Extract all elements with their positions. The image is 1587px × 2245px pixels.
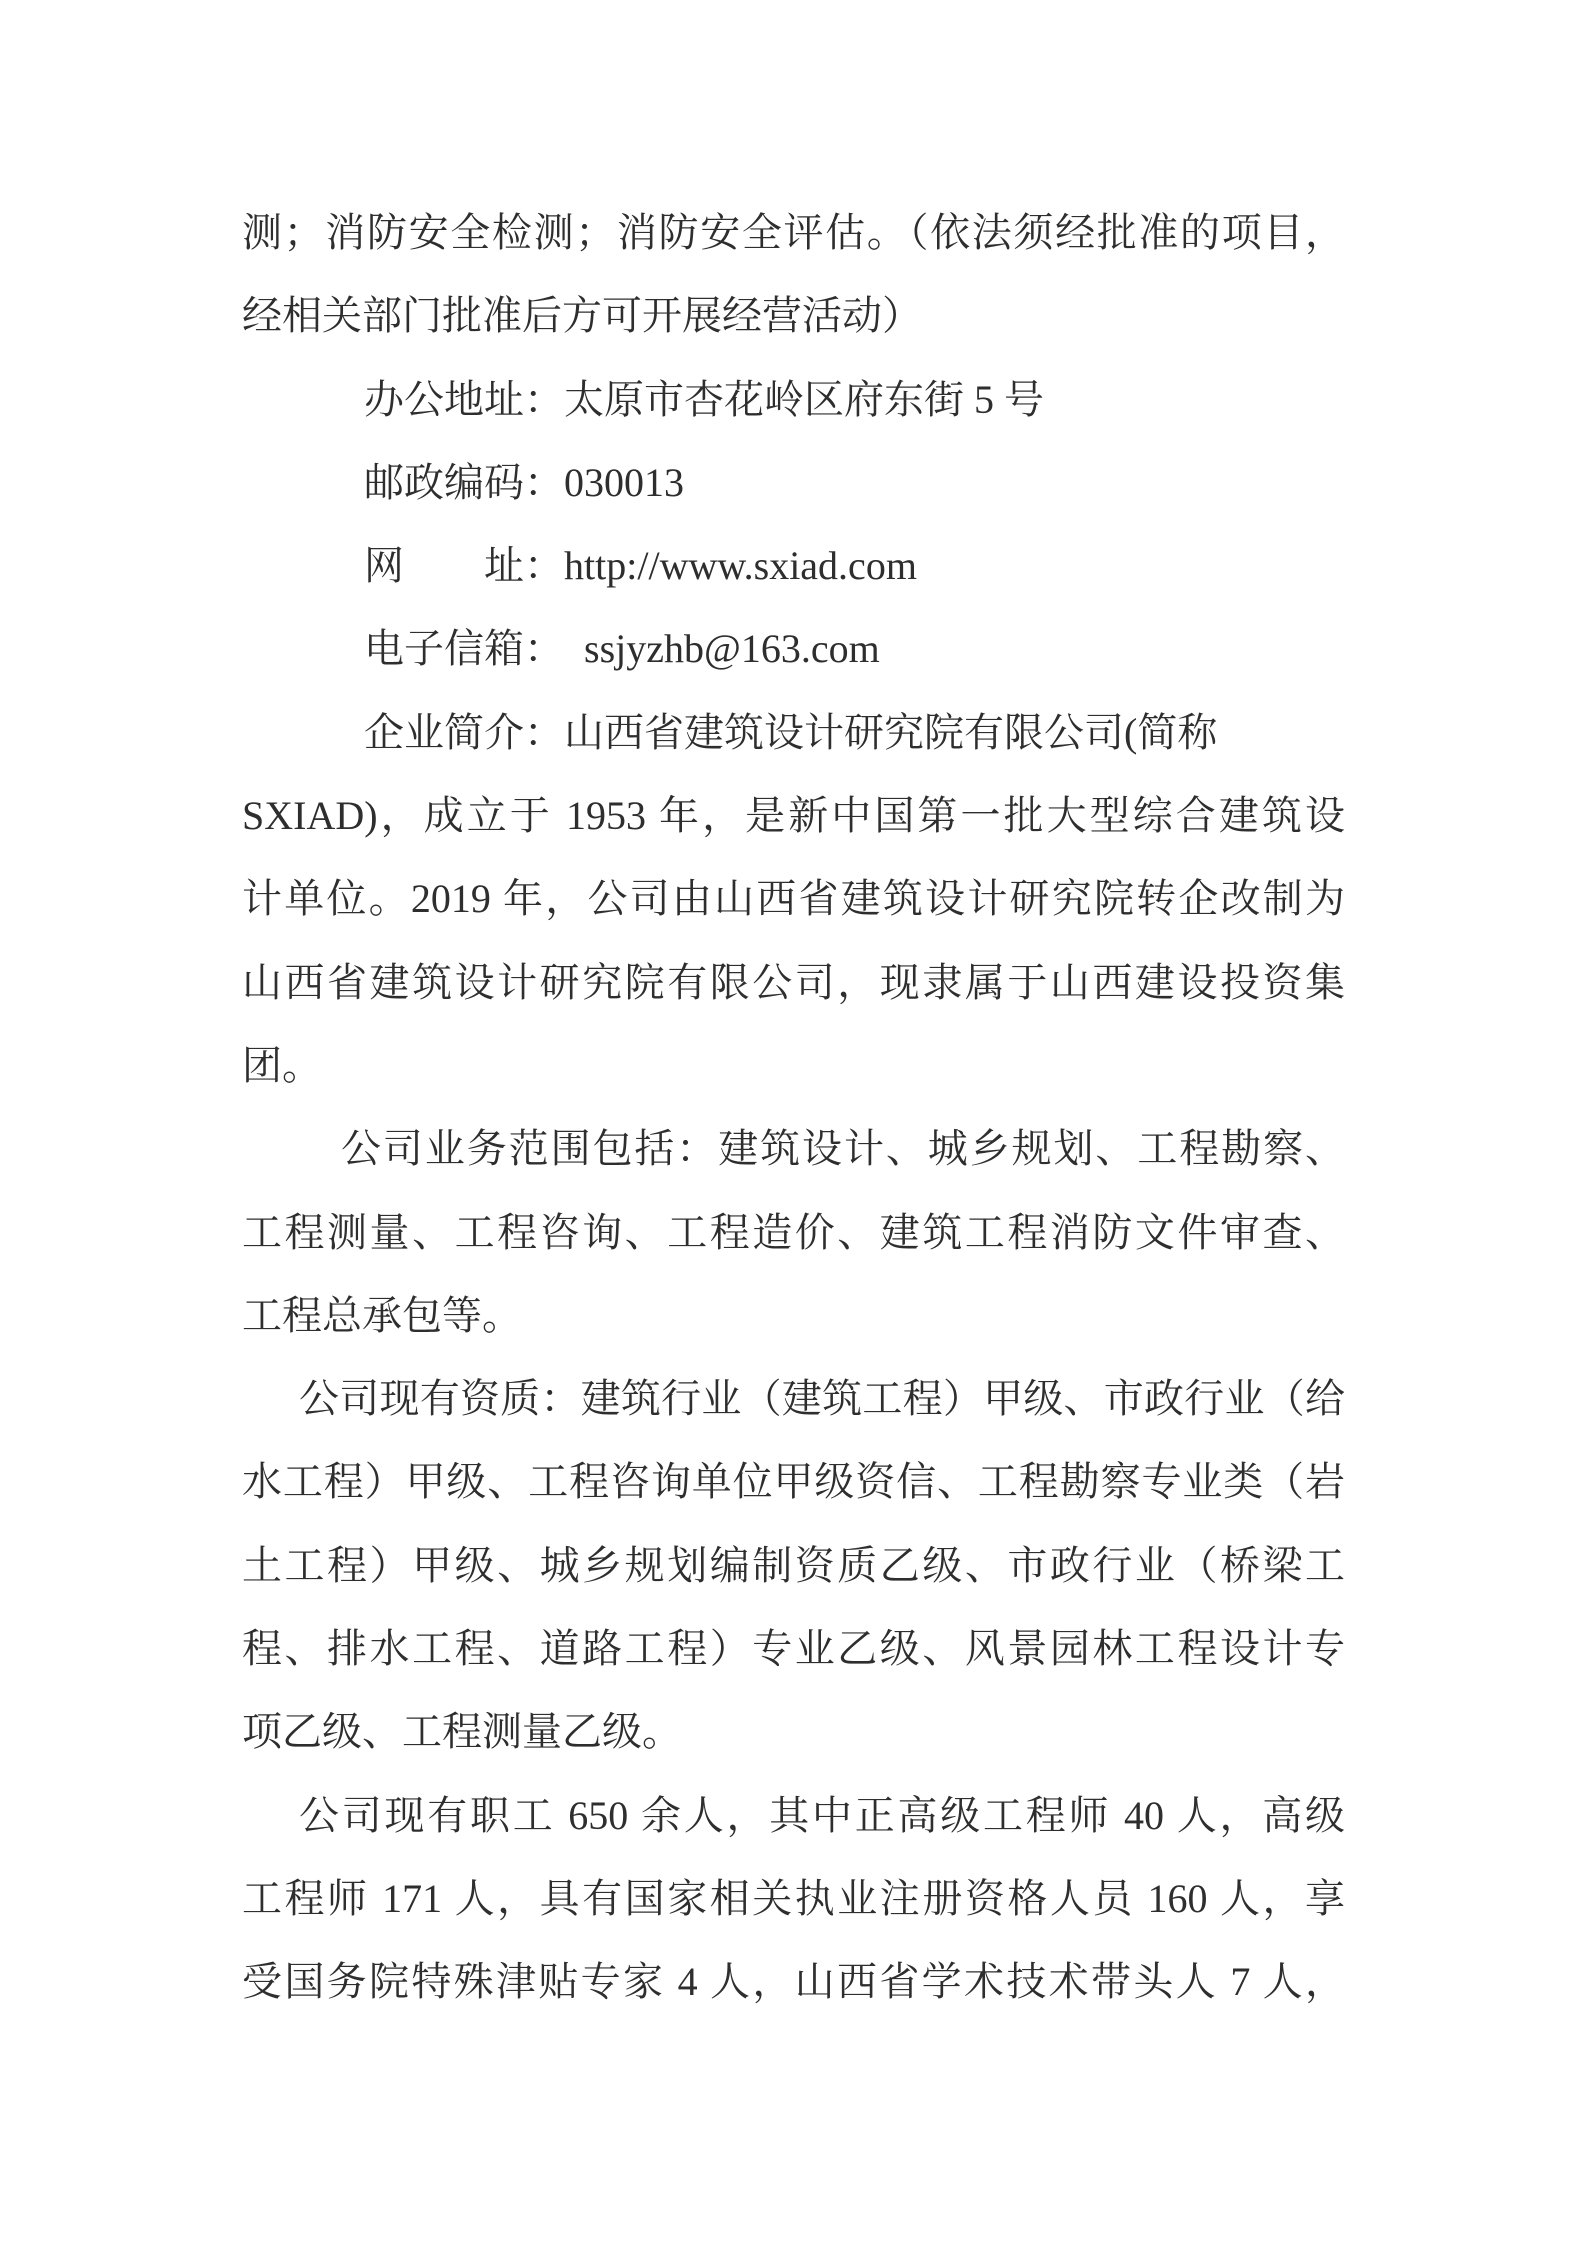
text-line: 公司业务范围包括：建筑设计、城乡规划、工程勘察、 [341, 1126, 1345, 1172]
text-line: 经相关部门批准后方可开展经营活动） [242, 293, 922, 339]
text-line: 团。 [242, 1042, 322, 1088]
text-line: 受国务院特殊津贴专家 4 人，山西省学术技术带头人 7 人， [242, 1959, 1345, 2005]
text-line: 企业简介：山西省建筑设计研究院有限公司(简称 [364, 709, 1218, 755]
text-line: 测；消防安全检测；消防安全评估。（依法须经批准的项目， [242, 210, 1345, 255]
text-line: 计单位。2019 年，公司由山西省建筑设计研究院转企改制为 [242, 876, 1345, 922]
text-line-office-address: 办公地址：太原市杏花岭区府东街 5 号 [364, 376, 1044, 422]
text-line-website: 网 址：http://www.sxiad.com [364, 543, 917, 589]
text-line: 山西省建筑设计研究院有限公司，现隶属于山西建设投资集 [242, 959, 1345, 1005]
text-line: 土工程）甲级、城乡规划编制资质乙级、市政行业（桥梁工 [242, 1542, 1345, 1588]
text-line: 水工程）甲级、工程咨询单位甲级资信、工程勘察专业类（岩 [242, 1459, 1345, 1505]
text-line: 程、排水工程、道路工程）专业乙级、风景园林工程设计专 [242, 1626, 1345, 1672]
text-line: 公司现有资质：建筑行业（建筑工程）甲级、市政行业（给 [299, 1376, 1345, 1422]
text-line: SXIAD)，成立于 1953 年，是新中国第一批大型综合建筑设 [242, 793, 1345, 839]
text-line: 工程师 171 人，具有国家相关执业注册资格人员 160 人，享 [242, 1875, 1345, 1921]
text-line: 项乙级、工程测量乙级。 [242, 1709, 682, 1755]
text-line: 工程总承包等。 [242, 1292, 522, 1338]
text-line-email: 电子信箱： ssjyzhb@163.com [364, 626, 880, 672]
text-line: 公司现有职工 650 余人，其中正高级工程师 40 人，高级 [299, 1792, 1345, 1838]
text-block [242, 191, 1345, 2024]
text-line: 工程测量、工程咨询、工程造价、建筑工程消防文件审查、 [242, 1209, 1345, 1255]
text-line-postal-code: 邮政编码：030013 [364, 459, 684, 505]
